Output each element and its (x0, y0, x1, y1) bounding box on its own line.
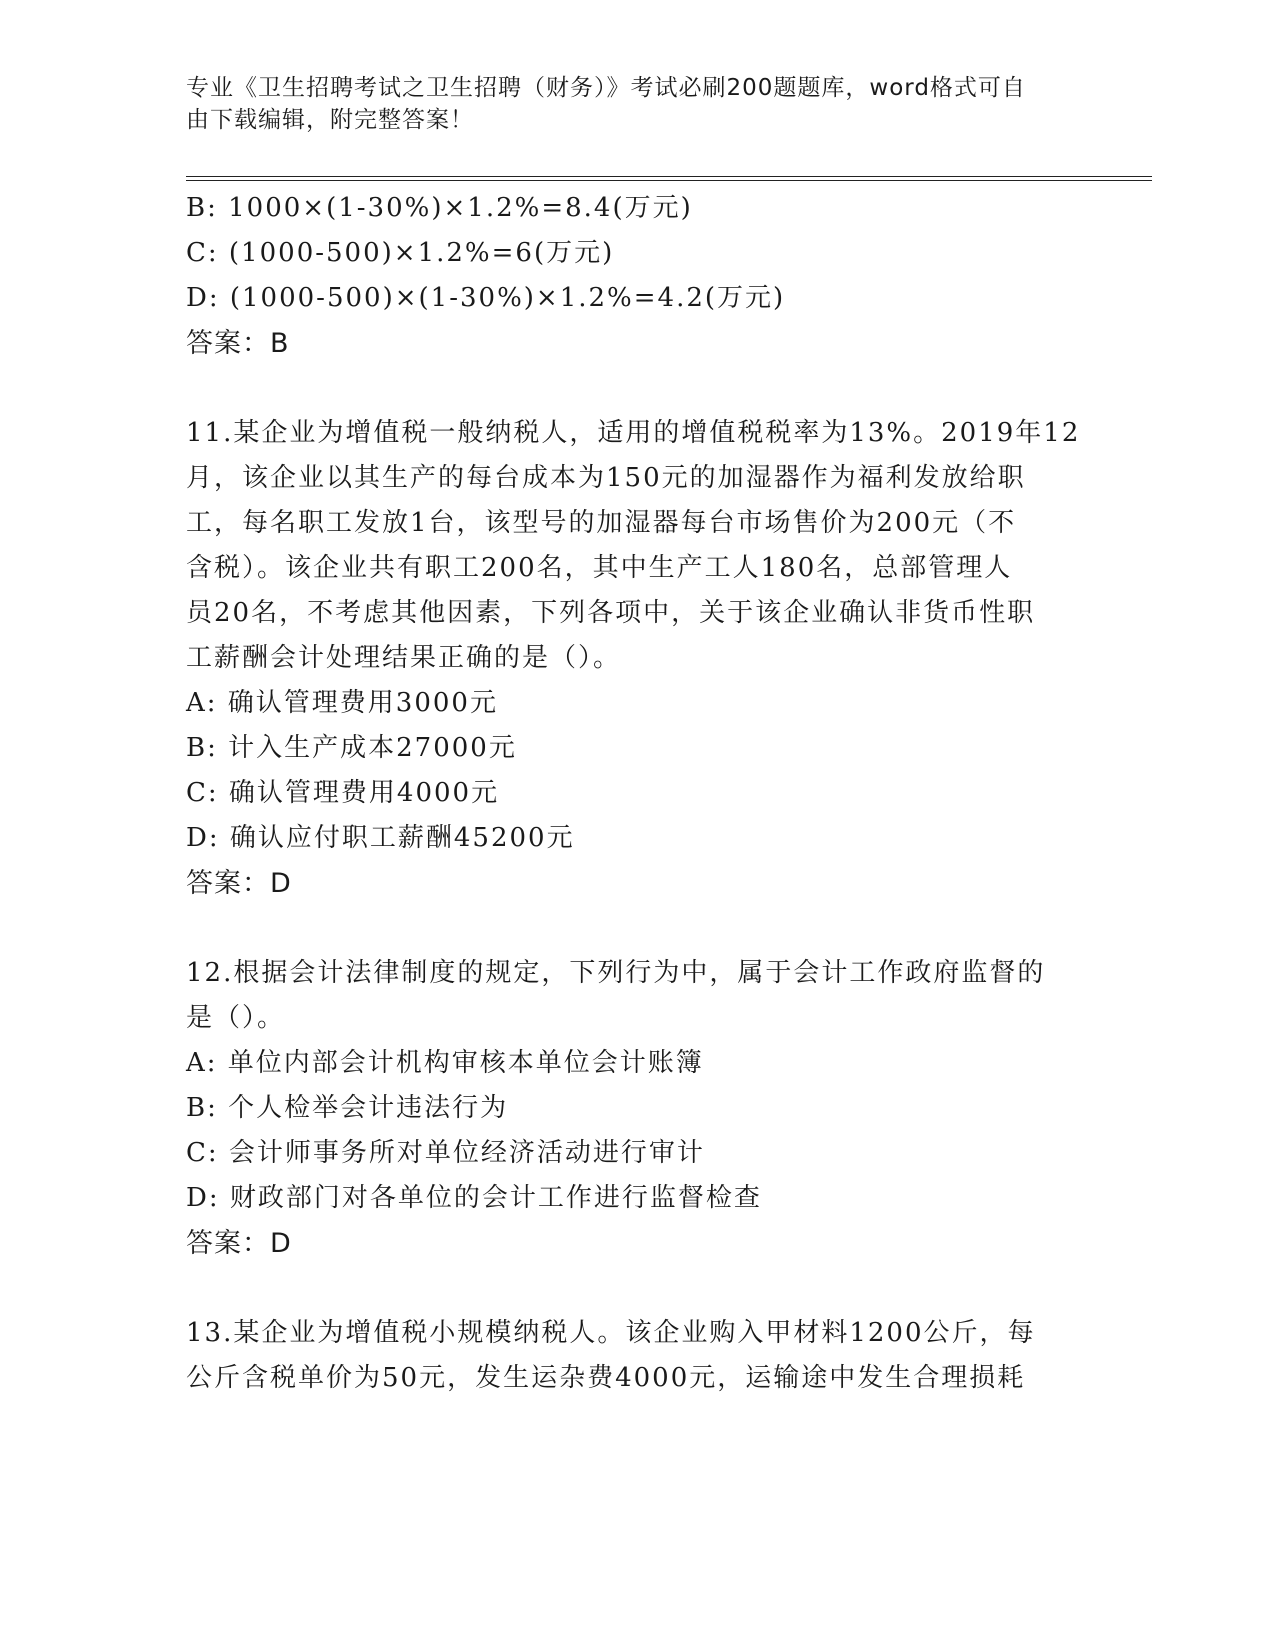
option-c: C: 会计师事务所对单位经济活动进行审计 (186, 1138, 705, 1168)
question-text-line: 11.某企业为增值税一般纳税人，适用的增值税税率为13%。2019年12 (186, 418, 1081, 448)
question-text-line: 工薪酬会计处理结果正确的是（）。 (186, 643, 622, 673)
question-text-line: 12.根据会计法律制度的规定，下列行为中，属于会计工作政府监督的 (186, 958, 1046, 988)
option-b: B: 1000×(1-30%)×1.2%=8.4(万元) (186, 193, 693, 223)
question-text-line: 员20名，不考虑其他因素，下列各项中，关于该企业确认非货币性职 (186, 598, 1036, 628)
question-text-line: 公斤含税单价为50元，发生运杂费4000元，运输途中发生合理损耗 (186, 1363, 1026, 1393)
answer: 答案：D (186, 1228, 292, 1259)
option-d: D: 财政部门对各单位的会计工作进行监督检查 (186, 1183, 762, 1213)
option-c: C: (1000-500)×1.2%=6(万元) (186, 238, 615, 268)
question-11 (186, 411, 1086, 906)
answer: 答案：B (186, 328, 290, 359)
question-text-line: 含税）。该企业共有职工200名，其中生产工人180名，总部管理人 (186, 553, 1013, 583)
spacer (186, 1266, 1086, 1311)
header-divider (186, 176, 1152, 181)
question-13 (186, 1311, 1086, 1401)
question-10-tail (186, 186, 1086, 366)
option-b: B: 计入生产成本27000元 (186, 733, 517, 763)
option-d: D: (1000-500)×(1-30%)×1.2%=4.2(万元) (186, 283, 786, 313)
option-d: D: 确认应付职工薪酬45200元 (186, 823, 575, 853)
header-line-1: 专业《卫生招聘考试之卫生招聘（财务）》考试必刷200题题库，word格式可自 (186, 75, 1026, 101)
option-a: A: 单位内部会计机构审核本单位会计账簿 (186, 1048, 704, 1078)
document-body (186, 186, 1086, 1401)
header-line-2: 由下载编辑，附完整答案！ (186, 107, 474, 133)
spacer (186, 906, 1086, 951)
question-12 (186, 951, 1086, 1266)
question-text-line: 是（）。 (186, 1003, 286, 1033)
spacer (186, 366, 1086, 411)
question-text-line: 13.某企业为增值税小规模纳税人。该企业购入甲材料1200公斤，每 (186, 1318, 1036, 1348)
question-text-line: 月，该企业以其生产的每台成本为150元的加湿器作为福利发放给职 (186, 463, 1026, 493)
option-a: A: 确认管理费用3000元 (186, 688, 498, 718)
option-b: B: 个人检举会计违法行为 (186, 1093, 509, 1123)
document-header (186, 72, 1066, 136)
option-c: C: 确认管理费用4000元 (186, 778, 500, 808)
question-text-line: 工，每名职工发放1台，该型号的加湿器每台市场售价为200元（不 (186, 508, 1017, 538)
answer: 答案：D (186, 868, 292, 899)
